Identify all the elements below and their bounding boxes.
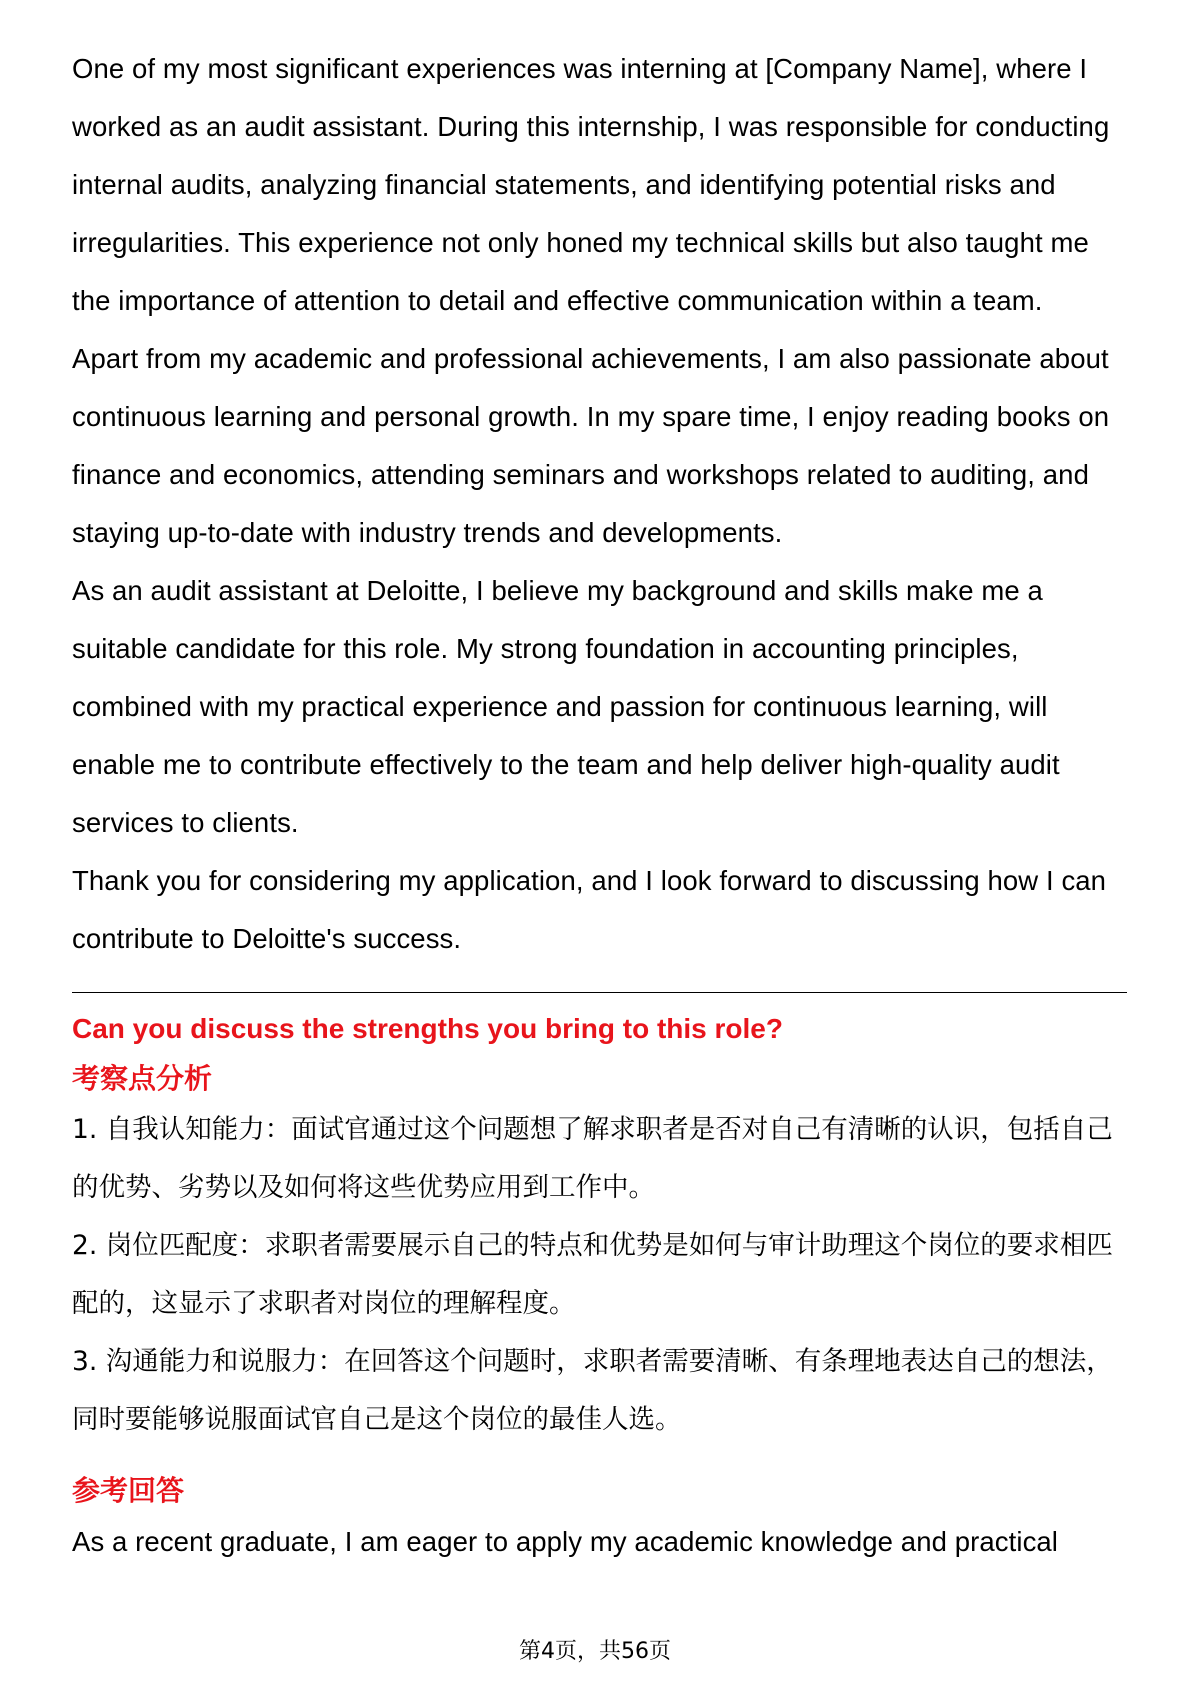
- analysis-point-1: 1. 自我认知能力：面试官通过这个问题想了解求职者是否对自己有清晰的认识，包括自己的优势、劣势以及如何将这些优势应用到工作中。: [72, 1114, 1113, 1203]
- paragraph-internship-experience: One of my most significant experiences was interning at [Company Name], where I worked as an audit assistant. During this internship, I was responsible for conducting internal audits, analyzing financial statements, and identifying potential risks and irregularities. This experience not only honed my technical skills but also taught me the importance of attention to detail and effective communication within a team.: [72, 53, 1110, 316]
- answer-heading: 参考回答: [72, 1474, 185, 1507]
- paragraph-personal-growth: Apart from my academic and professional achievements, I am also passionate about continuous learning and personal growth. In my spare time, I enjoy reading books on finance and economics, attending seminars and workshops related to auditing, and staying up-to-date with industry trends and developments.: [72, 343, 1110, 548]
- section-divider: [72, 992, 1127, 993]
- paragraph-role-suitability: As an audit assistant at Deloitte, I believe my background and skills make me a suitable candidate for this role. My strong foundation in accounting principles, combined with my practical experience and passion for continuous learning, will enable me to contribute effectively to the team and help deliver high-quality audit services to clients.: [72, 575, 1060, 838]
- paragraph-closing: Thank you for considering my application, and I look forward to discussing how I can contribute to Deloitte's success.: [72, 865, 1107, 954]
- analysis-point-2: 2. 岗位匹配度：求职者需要展示自己的特点和优势是如何与审计助理这个岗位的要求相匹配的，这显示了求职者对岗位的理解程度。: [72, 1230, 1113, 1319]
- question-heading: Can you discuss the strengths you bring to this role?: [72, 1013, 783, 1044]
- document-page: [72, 40, 1127, 1571]
- page-footer: 第4页，共56页: [519, 1639, 671, 1664]
- analysis-point-3: 3. 沟通能力和说服力：在回答这个问题时，求职者需要清晰、有条理地表达自己的想法，同时要能够说服面试官自己是这个岗位的最佳人选。: [72, 1346, 1113, 1435]
- analysis-heading: 考察点分析: [72, 1062, 213, 1095]
- answer-paragraph: As a recent graduate, I am eager to apply my academic knowledge and practical: [72, 1526, 1059, 1557]
